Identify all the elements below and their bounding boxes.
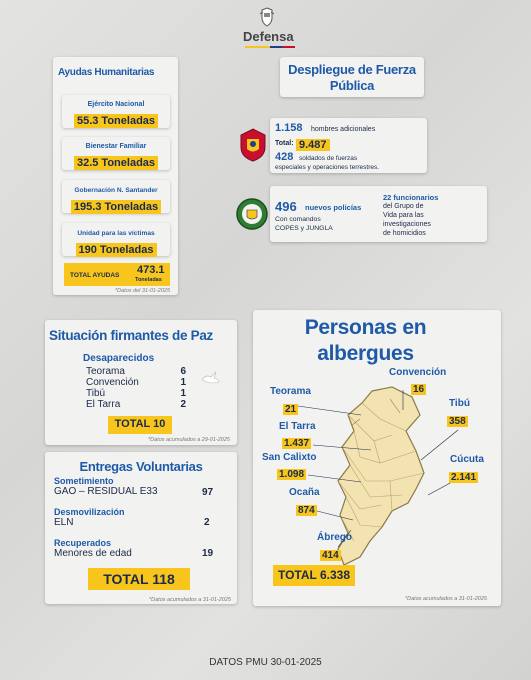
entrega-label: ELN — [54, 517, 74, 528]
ayuda-label: Gobernación N. Santander — [74, 187, 158, 194]
place-name: Convención — [389, 367, 447, 378]
paz-title: Situación firmantes de Paz — [49, 328, 213, 343]
func-4: investigaciones — [383, 221, 431, 228]
place-value-box: 16 — [413, 384, 425, 395]
ayudas-panel — [53, 57, 178, 295]
ayudas-title: Ayudas Humanitarias — [58, 67, 155, 78]
entrega-value: 19 — [202, 548, 214, 559]
ayuda-value-box: 32.5 Toneladas — [62, 153, 170, 171]
albergues-title-2: albergues — [317, 342, 414, 365]
paz-row-name: Convención — [86, 377, 139, 388]
ayudas-note: *Datos del 31-01-2025 — [115, 288, 171, 294]
place-value-box: 414 — [322, 550, 339, 561]
police-badge-icon — [234, 196, 270, 232]
coat-of-arms-icon — [256, 6, 278, 28]
paz-total: TOTAL 10 — [114, 418, 166, 430]
flag-stripe — [245, 46, 295, 48]
ayuda-label: Bienestar Familiar — [85, 143, 147, 150]
paz-row-value: 2 — [180, 399, 186, 410]
paz-subtitle: Desaparecidos — [83, 353, 155, 364]
ayudas-total-unit: Toneladas — [135, 277, 162, 283]
paz-row-name: Teorama — [86, 366, 125, 377]
entrega-value: 97 — [202, 487, 214, 498]
army-shield-icon — [238, 127, 268, 163]
paz-row-name: Tibú — [86, 388, 106, 399]
func-1: 22 funcionarios — [383, 193, 439, 202]
paz-row — [86, 366, 186, 377]
policias-num: 496 — [275, 199, 297, 214]
hombres-num: 1.158 — [275, 122, 303, 134]
paz-row — [86, 377, 186, 388]
ayuda-label: Unidad para las víctimas — [77, 230, 155, 237]
ayuda-label: Ejército Nacional — [87, 101, 145, 108]
dove-icon — [200, 370, 220, 386]
despliegue-total-label: Total: — [275, 140, 294, 147]
entregas-total: TOTAL 118 — [103, 571, 175, 587]
place-value-box: 21 — [285, 404, 297, 415]
policia-card — [270, 186, 487, 242]
place-name: Ocaña — [289, 487, 320, 498]
paz-note: *Datos acumulados a 29-01-2025 — [148, 437, 230, 443]
place-value-box: 1.098 — [279, 469, 305, 480]
footer-text: DATOS PMU 30-01-2025 — [209, 657, 322, 668]
entregas-note: *Datos acumulados a 31-01-2025 — [149, 597, 231, 603]
ayuda-value-box: 55.3 Toneladas — [62, 111, 170, 129]
comandos-1: Con comandos — [275, 216, 321, 223]
func-3: Vida para las — [383, 212, 424, 219]
ayuda-value-box: 190 Toneladas — [62, 240, 170, 258]
despliegue-title-2: Pública — [329, 78, 375, 93]
place-value-box: 2.141 — [451, 472, 477, 483]
albergues-title-1: Personas en — [304, 316, 427, 339]
entrega-value: 2 — [204, 517, 210, 528]
paz-row-value: 1 — [180, 377, 186, 388]
place-value-box: 1.437 — [284, 438, 310, 449]
place-name: Tibú — [449, 398, 470, 409]
place-name: San Calixto — [262, 452, 317, 463]
brand-name: Defensa — [243, 29, 294, 44]
soldados-text-2: especiales y operaciones terrestres. — [275, 164, 380, 171]
albergues-note: *Datos acumulados a 31-01-2025 — [405, 596, 487, 602]
paz-row-value: 6 — [180, 366, 186, 377]
place-name: Teorama — [270, 386, 311, 397]
func-5: de homicidios — [383, 230, 426, 237]
place-name: Ábrego — [317, 532, 352, 543]
paz-row-value: 1 — [180, 388, 186, 399]
ayudas-total-value: 473.1 — [137, 264, 165, 276]
entregas-title: Entregas Voluntarias — [79, 459, 203, 474]
entrega-heading: Sometimiento — [54, 476, 114, 486]
func-2: del Grupo de — [383, 203, 424, 210]
entrega-heading: Recuperados — [54, 538, 112, 548]
paz-row — [86, 399, 186, 410]
paz-row — [86, 388, 186, 399]
comandos-2: COPES y JUNGLA — [275, 225, 333, 232]
soldados-text-1: soldados de fuerzas — [299, 155, 358, 162]
paz-rows — [86, 366, 186, 410]
place-name: Cúcuta — [450, 454, 484, 465]
ayudas-total-label: TOTAL AYUDAS — [70, 272, 120, 279]
albergues-total: TOTAL 6.338 — [277, 568, 351, 582]
despliegue-title-1: Despliegue de Fuerza — [288, 62, 416, 77]
soldados-num: 428 — [275, 151, 294, 163]
entrega-heading: Desmovilización — [54, 507, 125, 517]
policias-text: nuevos policías — [305, 203, 362, 212]
place-name: El Tarra — [279, 421, 316, 432]
place-value-box: 874 — [298, 505, 315, 516]
entrega-label: GAO – RESIDUAL E33 — [54, 486, 158, 497]
place-value-box: 358 — [449, 416, 466, 427]
paz-row-name: El Tarra — [86, 399, 121, 410]
entrega-label: Menores de edad — [54, 548, 132, 559]
despliegue-total-box: 9.487 — [296, 135, 330, 153]
hombres-text: hombres adicionales — [311, 126, 376, 133]
ayuda-value-box: 195.3 Toneladas — [62, 197, 170, 215]
